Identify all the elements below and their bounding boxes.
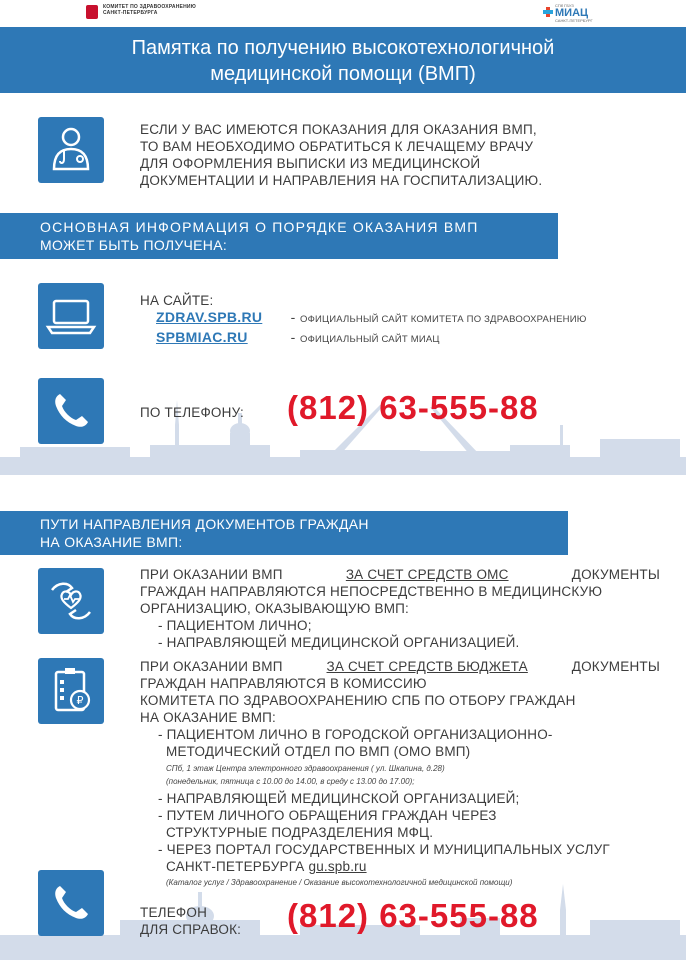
coat-of-arms-icon bbox=[86, 5, 98, 19]
budget-item1-line2: МЕТОДИЧЕСКИЙ ОТДЕЛ ПО ВМП (ОМО ВМП) bbox=[166, 744, 471, 759]
oms-tail: ДОКУМЕНТЫ bbox=[571, 567, 660, 582]
budget-line1 bbox=[140, 658, 660, 675]
spbmiac-link-desc: ОФИЦИАЛЬНЫЙ САЙТ МИАЦ bbox=[300, 334, 440, 345]
budget-item4-line1: - ЧЕРЕЗ ПОРТАЛ ГОСУДАРСТВЕННЫХ И МУНИЦИПАЛЬНЫХ УСЛУГ bbox=[158, 842, 610, 857]
phone-icon-box-bottom bbox=[38, 870, 104, 936]
intro-line4: ДОКУМЕНТАЦИИ И НАПРАВЛЕНИЯ НА ГОСПИТАЛИЗАЦИЮ. bbox=[140, 173, 543, 188]
gu-spb-link[interactable]: gu.spb.ru bbox=[308, 859, 367, 874]
title-line2: медицинской помощи (ВМП) bbox=[210, 63, 476, 85]
budget-item1-line1: - ПАЦИЕНТОМ ЛИЧНО В ГОРОДСКОЙ ОРГАНИЗАЦИОННО- bbox=[158, 727, 553, 742]
phone-icon bbox=[38, 378, 104, 444]
budget-tail: ДОКУМЕНТЫ bbox=[571, 659, 660, 674]
clipboard-ruble-icon bbox=[38, 658, 104, 724]
oms-line1 bbox=[140, 566, 660, 583]
budget-line3: КОМИТЕТА ПО ЗДРАВООХРАНЕНИЮ СПБ ПО ОТБОРУ ГРАЖДАН bbox=[140, 693, 576, 708]
committee-logo bbox=[86, 4, 196, 19]
doctor-icon-box bbox=[38, 117, 104, 183]
svg-text:₽: ₽ bbox=[76, 694, 84, 707]
oms-line2: ГРАЖДАН НАПРАВЛЯЮТСЯ НЕПОСРЕДСТВЕННО В МЕДИЦИНСКУЮ bbox=[140, 584, 603, 599]
committee-logo-line2: САНКТ-ПЕТЕРБУРГА bbox=[103, 10, 158, 16]
laptop-icon-box bbox=[38, 283, 104, 349]
phone-icon-box bbox=[38, 378, 104, 444]
miac-logo bbox=[543, 3, 613, 23]
zdrav-link[interactable]: ZDRAV.SPB.RU bbox=[156, 309, 263, 325]
budget-text bbox=[140, 658, 660, 760]
oms-item: - ПАЦИЕНТОМ ЛИЧНО; bbox=[158, 618, 312, 633]
miac-logo-name: МИАЦ bbox=[555, 7, 589, 19]
care-hands-icon-box bbox=[38, 568, 104, 634]
omo-hours-note: (понедельник, пятница с 10.00 до 14.00, в среду с 13.00 до 17.00); bbox=[166, 777, 415, 786]
info-section-line1: ОСНОВНАЯ ИНФОРМАЦИЯ О ПОРЯДКЕ ОКАЗАНИЯ ВМП bbox=[40, 219, 479, 235]
oms-line3: ОРГАНИЗАЦИЮ, ОКАЗЫВАЮЩУЮ ВМП: bbox=[140, 601, 410, 616]
oms-text bbox=[140, 566, 660, 651]
committee-logo-line1: КОМИТЕТ ПО ЗДРАВООХРАНЕНИЮ bbox=[103, 4, 197, 10]
zdrav-link-desc: ОФИЦИАЛЬНЫЙ САЙТ КОМИТЕТА ПО ЗДРАВООХРАНЕНИЮ bbox=[300, 314, 587, 325]
doctor-icon bbox=[38, 117, 104, 183]
budget-line4: НА ОКАЗАНИЕ ВМП: bbox=[140, 710, 276, 725]
budget-item4-line2-row bbox=[158, 858, 668, 875]
budget-funding-source: ЗА СЧЕТ СРЕДСТВ БЮДЖЕТА bbox=[326, 659, 528, 674]
phone-number[interactable]: (812) 63-555-88 bbox=[287, 389, 539, 426]
clipboard-icon-box bbox=[38, 658, 104, 724]
budget-items-rest bbox=[158, 790, 668, 875]
intro-line2: ТО ВАМ НЕОБХОДИМО ОБРАТИТЬСЯ К ЛЕЧАЩЕМУ ВРАЧУ bbox=[140, 139, 534, 154]
phone-icon bbox=[38, 870, 104, 936]
reference-phone-label-line2: ДЛЯ СПРАВОК: bbox=[140, 922, 242, 937]
budget-item4-line2: САНКТ-ПЕТЕРБУРГА bbox=[166, 859, 305, 874]
website-link-row bbox=[156, 309, 656, 329]
oms-item: - НАПРАВЛЯЮЩЕЙ МЕДИЦИНСКОЙ ОРГАНИЗАЦИЕЙ. bbox=[158, 635, 520, 650]
phone-label: ПО ТЕЛЕФОНУ: bbox=[140, 405, 245, 420]
reference-phone-label-line1: ТЕЛЕФОН bbox=[140, 905, 208, 920]
intro-line1: ЕСЛИ У ВАС ИМЕЮТСЯ ПОКАЗАНИЯ ДЛЯ ОКАЗАНИЯ ВМП, bbox=[140, 122, 537, 137]
medical-cross-icon bbox=[543, 7, 553, 17]
portal-path-note: (Каталог услуг / Здравоохранение / Оказание высокотехнологичной медицинской помощи) bbox=[166, 878, 513, 887]
spbmiac-link[interactable]: SPBMIAC.RU bbox=[156, 329, 248, 345]
miac-logo-top: СПб ГБУЗ bbox=[555, 3, 574, 8]
omo-address-note: СПб, 1 этаж Центра электронного здравоохранения ( ул. Шкапина, д.28) bbox=[166, 764, 445, 773]
budget-line2: ГРАЖДАН НАПРАВЛЯЮТСЯ В КОМИССИЮ bbox=[140, 676, 427, 691]
routes-section-line1: ПУТИ НАПРАВЛЕНИЯ ДОКУМЕНТОВ ГРАЖДАН bbox=[40, 516, 369, 532]
budget-item3-line1: - ПУТЕМ ЛИЧНОГО ОБРАЩЕНИЯ ГРАЖДАН ЧЕРЕЗ bbox=[158, 808, 497, 823]
title-line1: Памятка по получению высокотехнологичной bbox=[131, 37, 555, 59]
page-title bbox=[0, 27, 686, 93]
intro-line3: ДЛЯ ОФОРМЛЕНИЯ ВЫПИСКИ ИЗ МЕДИЦИНСКОЙ bbox=[140, 156, 481, 171]
info-section-header bbox=[0, 213, 558, 259]
budget-lead: ПРИ ОКАЗАНИИ ВМП bbox=[140, 659, 283, 674]
website-label: НА САЙТЕ: bbox=[140, 293, 214, 308]
info-section-line2: МОЖЕТ БЫТЬ ПОЛУЧЕНА: bbox=[40, 237, 228, 253]
reference-phone-number[interactable]: (812) 63-555-88 bbox=[287, 897, 539, 934]
link-dash: - bbox=[290, 309, 296, 325]
heart-hands-icon bbox=[38, 568, 104, 634]
link-dash: - bbox=[290, 329, 296, 345]
routes-section-header bbox=[0, 511, 568, 555]
intro-text bbox=[140, 121, 660, 189]
oms-funding-source: ЗА СЧЕТ СРЕДСТВ ОМС bbox=[345, 567, 509, 582]
website-link-row bbox=[156, 329, 656, 349]
oms-lead: ПРИ ОКАЗАНИИ ВМП bbox=[140, 567, 283, 582]
budget-item2: - НАПРАВЛЯЮЩЕЙ МЕДИЦИНСКОЙ ОРГАНИЗАЦИЕЙ; bbox=[158, 791, 520, 806]
reference-phone-label bbox=[140, 904, 241, 938]
routes-section-line2: НА ОКАЗАНИЕ ВМП: bbox=[40, 534, 183, 550]
laptop-icon bbox=[38, 283, 104, 349]
miac-logo-city: САНКТ-ПЕТЕРБУРГ bbox=[555, 18, 593, 23]
budget-item3-line2: СТРУКТУРНЫЕ ПОДРАЗДЕЛЕНИЯ МФЦ. bbox=[166, 825, 434, 840]
website-links bbox=[156, 309, 656, 349]
